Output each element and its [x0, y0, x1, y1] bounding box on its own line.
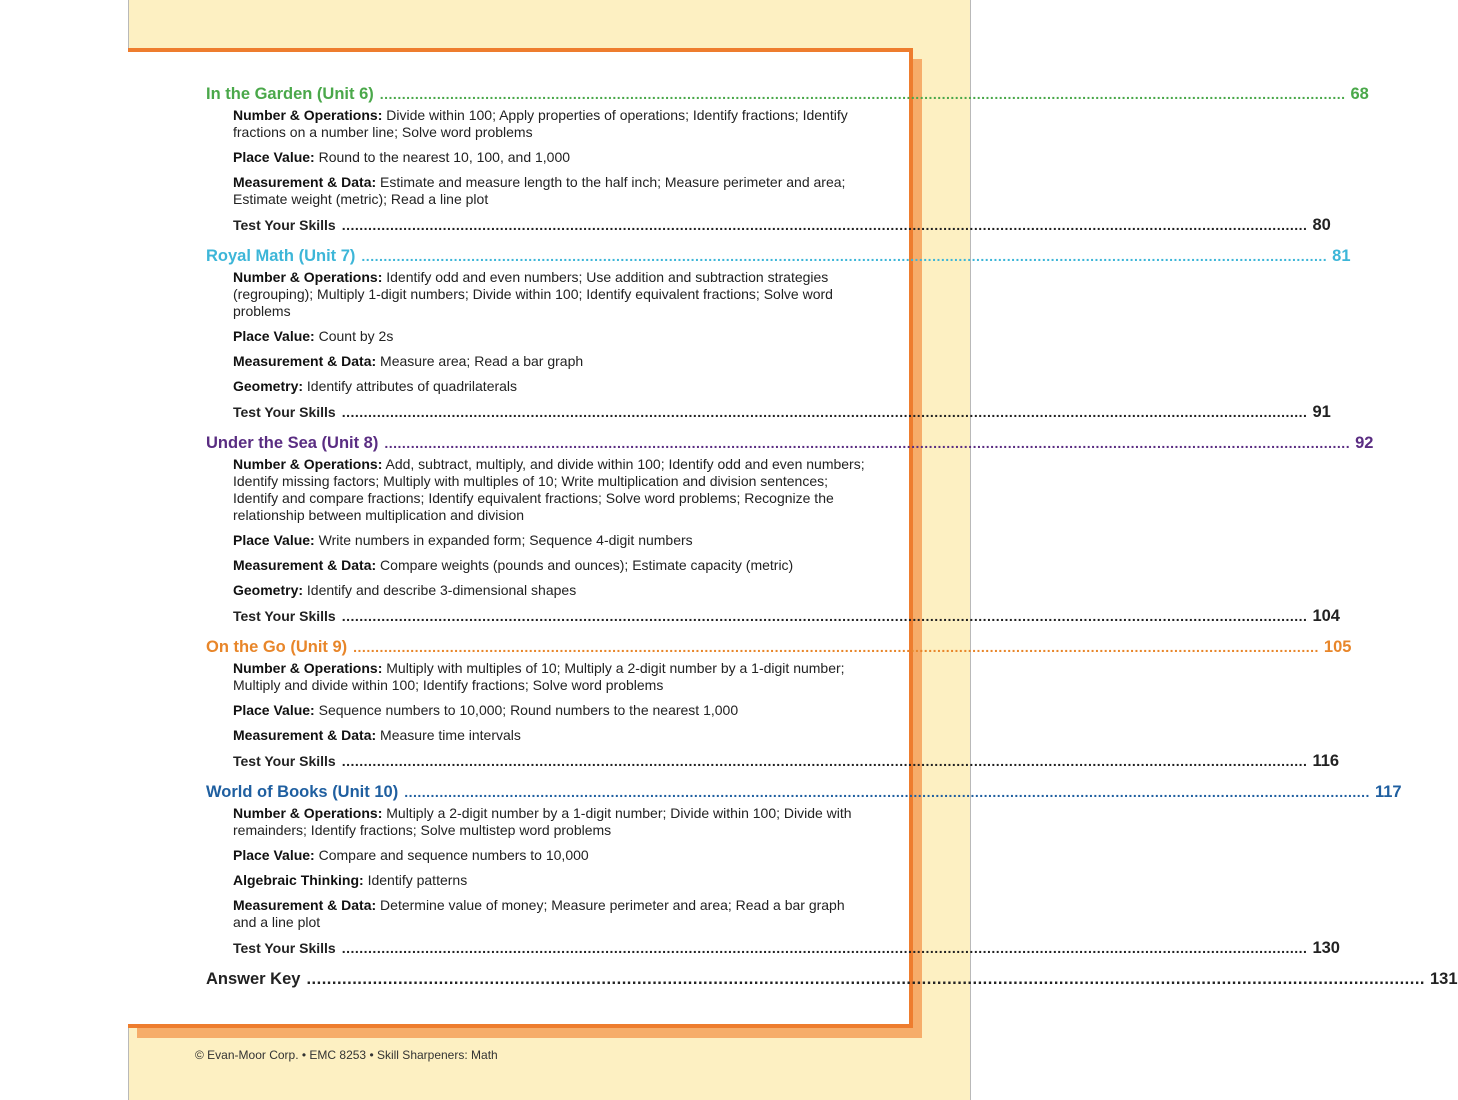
test-label: Test Your Skills: [233, 404, 336, 420]
topic-label: Place Value:: [233, 702, 315, 718]
unit-topics: [206, 269, 1331, 425]
test-label: Test Your Skills: [233, 608, 336, 624]
topic-text: Identify and describe 3-dimensional shapes: [303, 582, 577, 598]
toc-unit: [206, 638, 1352, 774]
topic-label: Measurement & Data:: [233, 353, 377, 369]
topic-label: Measurement & Data:: [233, 897, 377, 913]
answer-key-row[interactable]: [206, 970, 1458, 989]
topic-text: Compare weights (pounds and ounces); Estimate capacity (metric): [376, 557, 794, 573]
topic-text: Compare and sequence numbers to 10,000: [314, 847, 589, 863]
unit-topics: [206, 805, 1340, 961]
dot-leader: ............................................................................................................................................................................................................................: [341, 940, 1308, 956]
topic-label: Algebraic Thinking:: [233, 872, 364, 888]
dot-leader: ............................................................................................................................................................................................................................: [361, 248, 1328, 264]
toc-unit: [206, 247, 1351, 425]
dot-leader: ............................................................................................................................................................................................................................: [404, 784, 1370, 800]
dot-leader: ............................................................................................................................................................................................................................: [353, 639, 1319, 655]
unit-page-number: 92: [1355, 434, 1374, 452]
toc-unit: [206, 85, 1369, 238]
test-page-number: 130: [1312, 939, 1340, 957]
unit-heading-row[interactable]: [206, 85, 1369, 107]
dot-leader: ............................................................................................................................................................................................................................: [384, 435, 1351, 451]
topic-text: Write numbers in expanded form; Sequence 4-digit numbers: [314, 532, 693, 548]
topic-label: Place Value:: [233, 328, 315, 344]
topic-text: Measure time intervals: [376, 727, 521, 743]
test-your-skills-row[interactable]: [233, 607, 1340, 629]
topic-entry: [233, 727, 870, 744]
topic-entry: [233, 805, 870, 839]
unit-title: Royal Math (Unit 7): [206, 247, 356, 265]
unit-page-number: 105: [1323, 638, 1352, 656]
test-label: Test Your Skills: [233, 217, 336, 233]
topic-label: Geometry:: [233, 582, 304, 598]
unit-page-number: 68: [1350, 85, 1369, 103]
table-of-contents: [206, 85, 1458, 989]
topic-entry: [233, 872, 870, 889]
unit-title: On the Go (Unit 9): [206, 638, 348, 656]
topic-label: Place Value:: [233, 532, 315, 548]
answer-key-page-number: 131: [1430, 970, 1458, 988]
test-label: Test Your Skills: [233, 940, 336, 956]
topic-text: Identify attributes of quadrilaterals: [303, 378, 518, 394]
test-your-skills-row[interactable]: [233, 216, 1331, 238]
topic-entry: [233, 897, 870, 931]
unit-title: Under the Sea (Unit 8): [206, 434, 379, 452]
test-page-number: 116: [1312, 752, 1340, 770]
unit-page-number: 117: [1374, 783, 1402, 801]
topic-label: Number & Operations:: [233, 269, 383, 285]
topic-entry: [233, 532, 870, 549]
topic-text: Identify patterns: [363, 872, 468, 888]
topic-label: Number & Operations:: [233, 660, 383, 676]
dot-leader: ............................................................................................................................................................................................................................: [341, 608, 1308, 624]
topic-entry: [233, 149, 870, 166]
unit-heading-row[interactable]: [206, 638, 1352, 660]
topic-entry: [233, 557, 870, 574]
topic-label: Measurement & Data:: [233, 174, 377, 190]
footer-credit: © Evan-Moor Corp. • EMC 8253 • Skill Sharpeners: Math: [195, 1048, 498, 1062]
toc-unit: [206, 783, 1402, 961]
topic-text: Identify odd and even numbers; Use addition and subtraction strategies (regrouping); Multiply 1-digit numbers; Divide within 100; Identify equivalent fractions; Solve word problems: [233, 269, 833, 319]
topic-text: Multiply with multiples of 10; Multiply a 2-digit number by a 1-digit number; Multiply and divide within 100; Identify fractions; Solve word problems: [233, 660, 845, 693]
topic-text: Determine value of money; Measure perimeter and area; Read a bar graph and a line plot: [233, 897, 845, 930]
test-your-skills-row[interactable]: [233, 403, 1331, 425]
unit-title: In the Garden (Unit 6): [206, 85, 374, 103]
unit-heading-row[interactable]: [206, 434, 1374, 456]
unit-heading-row[interactable]: [206, 783, 1402, 805]
unit-title: World of Books (Unit 10): [206, 783, 399, 801]
dot-leader: ............................................................................................................................................................................................................................: [306, 970, 1425, 988]
topic-entry: [233, 174, 870, 208]
topic-entry: [233, 328, 870, 345]
topic-label: Number & Operations:: [233, 456, 383, 472]
topic-text: Count by 2s: [314, 328, 394, 344]
topic-text: Multiply a 2-digit number by a 1-digit number; Divide within 100; Divide with remainders; Identify fractions; Solve multistep word problems: [233, 805, 852, 838]
topic-text: Round to the nearest 10, 100, and 1,000: [314, 149, 571, 165]
unit-page-number: 81: [1332, 247, 1351, 265]
topic-label: Place Value:: [233, 847, 315, 863]
topic-text: Divide within 100; Apply properties of operations; Identify fractions; Identify fractions on a number line; Solve word problems: [233, 107, 848, 140]
topic-text: Sequence numbers to 10,000; Round numbers to the nearest 1,000: [314, 702, 739, 718]
toc-unit: [206, 434, 1374, 629]
unit-topics: [206, 456, 1340, 629]
topic-entry: [233, 353, 870, 370]
test-page-number: 104: [1312, 607, 1340, 625]
topic-text: Add, subtract, multiply, and divide within 100; Identify odd and even numbers; Identify missing factors; Multiply with multiples of 10; Write multiplication and division sentences; Identify and compare fractions; Identify equivalent fractions; Solve word problems; Recognize the relationship between multiplication and division: [233, 456, 865, 523]
test-page-number: 91: [1312, 403, 1331, 421]
unit-heading-row[interactable]: [206, 247, 1351, 269]
topic-label: Geometry:: [233, 378, 304, 394]
topic-text: Measure area; Read a bar graph: [376, 353, 584, 369]
unit-topics: [206, 107, 1331, 238]
topic-entry: [233, 269, 870, 320]
unit-topics: [206, 660, 1340, 774]
topic-label: Number & Operations:: [233, 107, 383, 123]
test-your-skills-row[interactable]: [233, 939, 1340, 961]
topic-label: Place Value:: [233, 149, 315, 165]
topic-label: Measurement & Data:: [233, 727, 377, 743]
test-page-number: 80: [1312, 216, 1331, 234]
dot-leader: ............................................................................................................................................................................................................................: [341, 753, 1308, 769]
dot-leader: ............................................................................................................................................................................................................................: [379, 86, 1346, 102]
dot-leader: ............................................................................................................................................................................................................................: [341, 404, 1308, 420]
test-label: Test Your Skills: [233, 753, 336, 769]
answer-key-label: Answer Key: [206, 970, 301, 988]
topic-text: Estimate and measure length to the half inch; Measure perimeter and area; Estimate weight (metric); Read a line plot: [233, 174, 846, 207]
topic-entry: [233, 378, 870, 395]
topic-label: Measurement & Data:: [233, 557, 377, 573]
topic-label: Number & Operations:: [233, 805, 383, 821]
topic-entry: [233, 582, 870, 599]
topic-entry: [233, 107, 870, 141]
topic-entry: [233, 847, 870, 864]
topic-entry: [233, 456, 870, 524]
dot-leader: ............................................................................................................................................................................................................................: [341, 217, 1308, 233]
topic-entry: [233, 660, 870, 694]
test-your-skills-row[interactable]: [233, 752, 1340, 774]
topic-entry: [233, 702, 870, 719]
